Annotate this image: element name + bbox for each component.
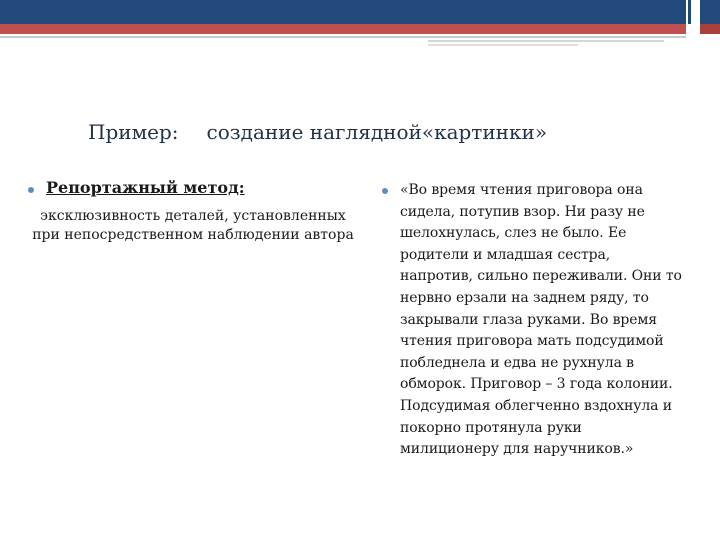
method-heading: Репортажный метод: xyxy=(46,178,245,197)
left-column xyxy=(28,178,358,245)
example-quote: «Во время чтения приговора она сидела, потупив взор. Ни разу не шелохнулась, слез не было. Ее родители и младшая сестра, напротив, сильно переживали. Они то нервно ерзали на заднем ряду, то закрывали глаза руками. Во время чтения приговора мать подсудимой побледнела и едва не рухнула в обморок. Приговор – 3 года колонии. Подсудимая облегченно вздохнула и покорно протянула руки милиционеру для наручников.» xyxy=(400,182,682,458)
title-topic: создание наглядной«картинки» xyxy=(206,120,548,144)
header-accent-line-short xyxy=(428,44,578,46)
bullet-dot-icon xyxy=(28,187,34,193)
method-description: эксклюзивность деталей, установленных при непосредственном наблюдении автора xyxy=(32,208,354,243)
right-column xyxy=(382,180,682,461)
header-bar-blue-right xyxy=(700,0,720,24)
title-example-label: Пример: xyxy=(88,120,179,144)
right-bullet-item xyxy=(382,180,682,461)
header-divider-line xyxy=(0,36,686,38)
left-bullet-item xyxy=(28,178,358,197)
header-bar-red-right xyxy=(700,24,720,34)
slide-title xyxy=(88,120,547,144)
header-bar-red xyxy=(0,24,686,34)
header-bar-blue-segment xyxy=(688,0,691,24)
header-bar-blue xyxy=(0,0,686,24)
header-accent-line xyxy=(428,40,664,42)
bullet-dot-icon xyxy=(382,188,388,194)
